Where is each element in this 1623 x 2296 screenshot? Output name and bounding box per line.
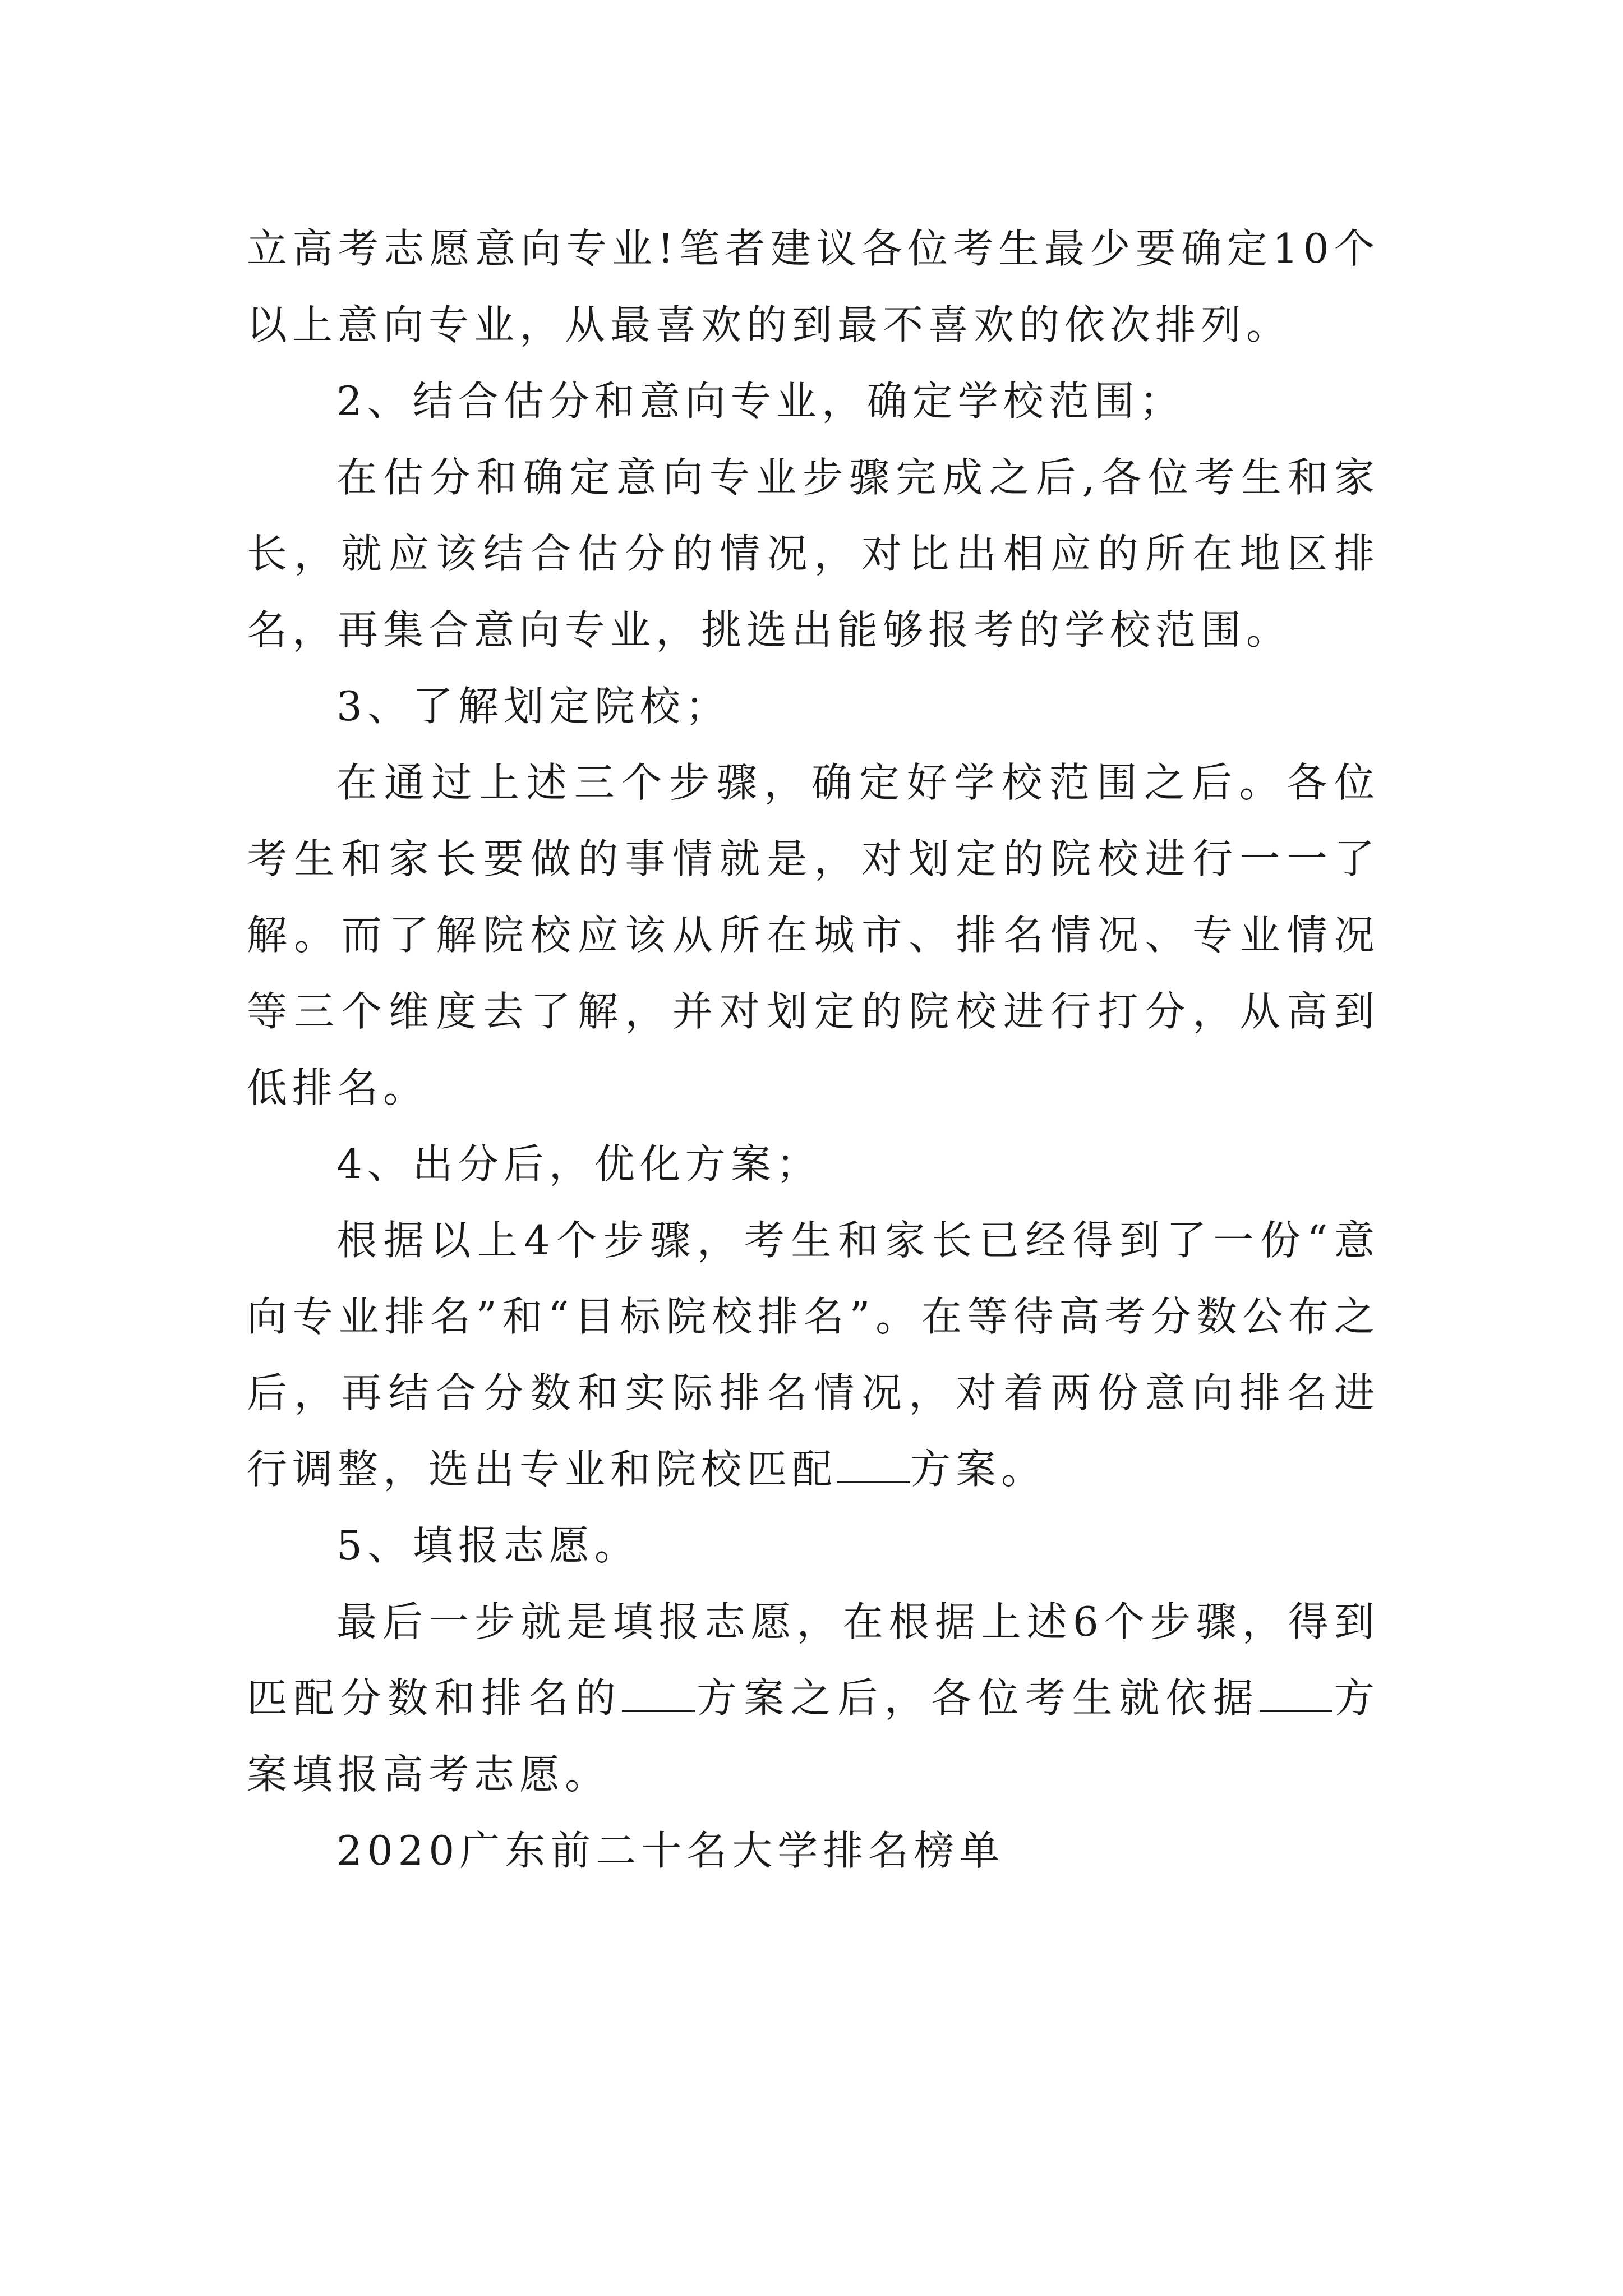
step-heading-3: 3、了解划定院校；	[336, 683, 731, 730]
paragraph-step-5: 最后一步就是填报志愿，在根据上述6个步骤，得到匹配分数和排名的 方案之后，各位考生就依据 方案填报高考志愿。	[247, 1598, 1380, 1798]
step-heading-2: 2、结合估分和意向专业，确定学校范围；	[336, 378, 1185, 425]
paragraph-intro-continued: 立高考志愿意向专业!笔者建议各位考生最少要确定10个以上意向专业，从最喜欢的到最不喜欢的依次排列。	[247, 225, 1380, 348]
blank-underline	[837, 1448, 910, 1483]
paragraph-step-3: 在通过上述三个步骤，确定好学校范围之后。各位考生和家长要做的事情就是，对划定的院校进行一一了解。而了解院校应该从所在城市、排名情况、专业情况等三个维度去了解，并对划定的院校进行打分，从高到低排名。	[247, 759, 1380, 1111]
document-body	[247, 210, 1380, 1889]
blank-underline	[622, 1677, 695, 1712]
paragraph-step-4: 根据以上4个步骤，考生和家长已经得到了一份“意向专业排名”和“目标院校排名”。在等待高考分数公布之后，再结合分数和实际排名情况，对着两份意向排名进行调整，选出专业和院校匹配 方案。	[247, 1217, 1380, 1493]
step-heading-4: 4、出分后，优化方案；	[336, 1140, 822, 1188]
step-heading-5: 5、填报志愿。	[336, 1522, 640, 1569]
blank-underline	[1260, 1677, 1332, 1712]
ranking-list-title: 2020广东前二十名大学排名榜单	[336, 1827, 1005, 1874]
paragraph-step-2: 在估分和确定意向专业步骤完成之后,各位考生和家长，就应该结合估分的情况，对比出相应的所在地区排名，再集合意向专业，挑选出能够报考的学校范围。	[247, 454, 1380, 654]
